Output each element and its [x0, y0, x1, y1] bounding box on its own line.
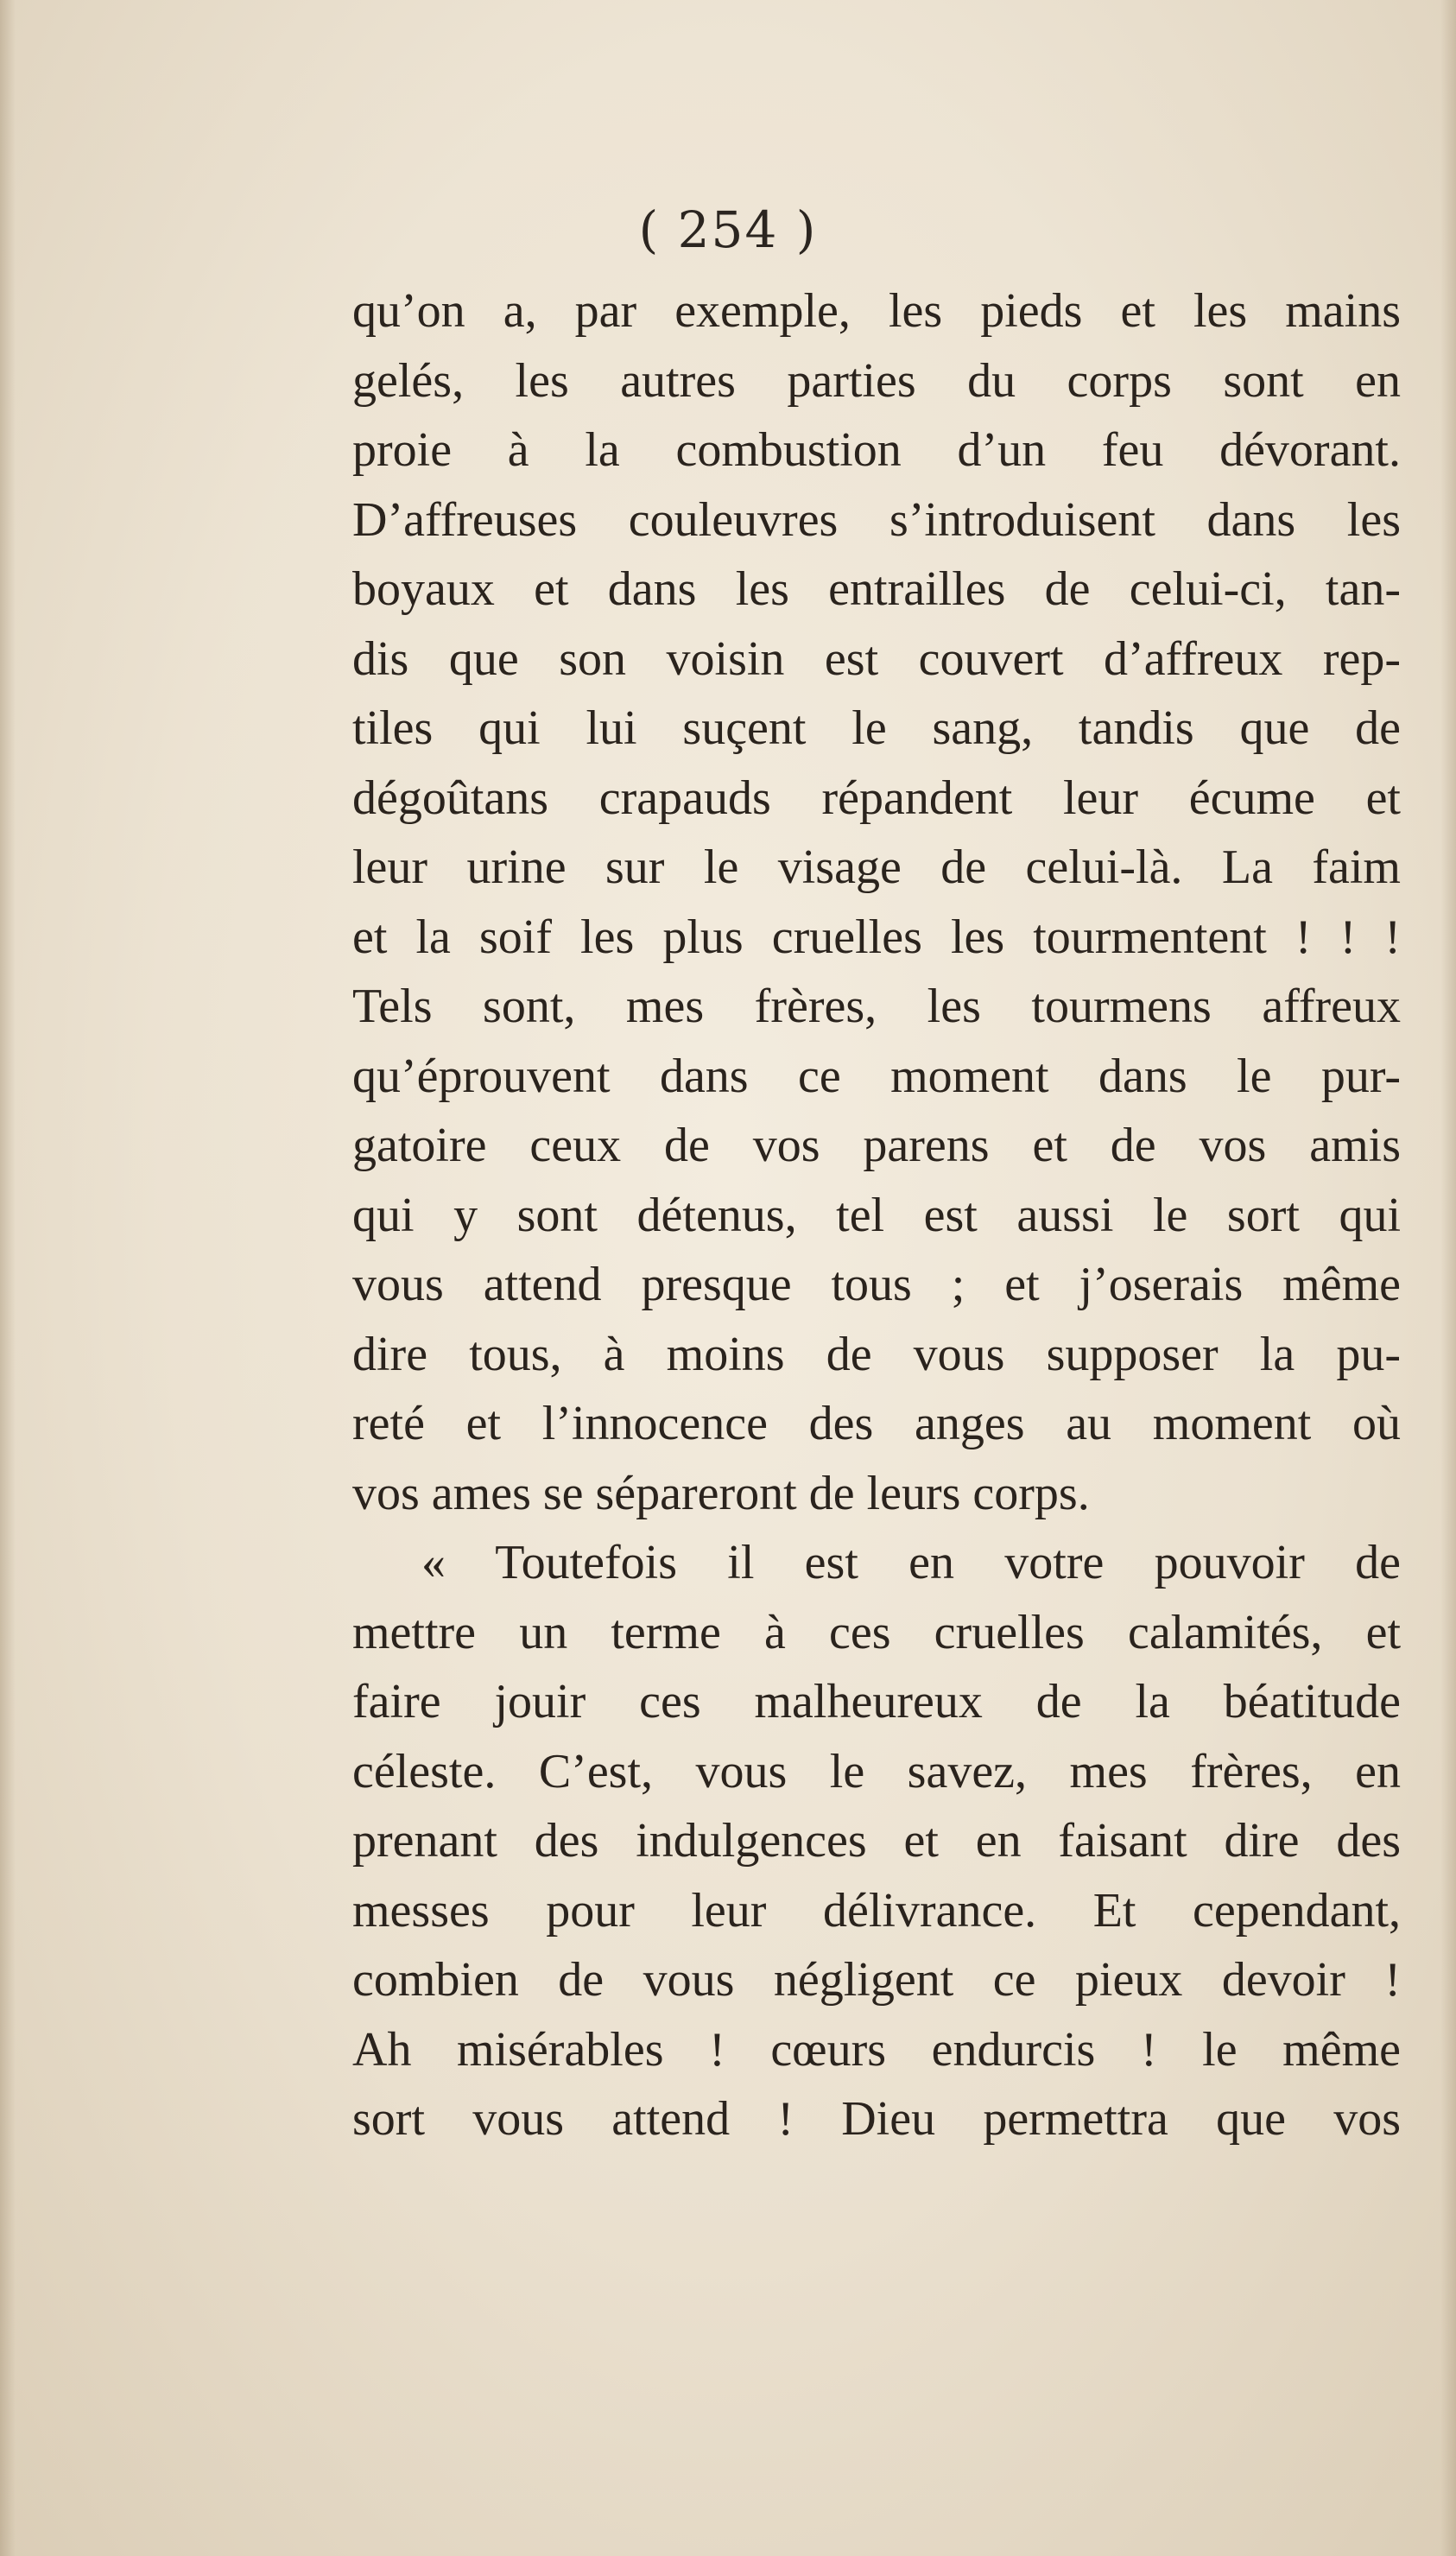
page-edge-right [1440, 0, 1456, 2556]
text-line: gatoire ceux de vos parens et de vos amis [352, 1119, 1401, 1172]
text-line: messes pour leur délivrance. Et cependant, [352, 1883, 1401, 1938]
text-line: céleste. C’est, vous le savez, mes frères, en [352, 1744, 1401, 1798]
text-line: dégoûtans crapauds répandent leur écume et [352, 771, 1401, 825]
text-line: « Toutefois il est en votre pouvoir de [421, 1536, 1401, 1589]
text-line: gelés, les autres parties du corps sont en [352, 353, 1401, 408]
page-edge-left [0, 0, 16, 2556]
text-line: combien de vous négligent ce pieux devoir ! [352, 1953, 1401, 2007]
text-line: mettre un terme à ces cruelles calamités, et [352, 1605, 1401, 1659]
text-line: tiles qui lui suçent le sang, tandis que de [352, 701, 1401, 755]
text-line: reté et l’innocence des anges au moment où [352, 1397, 1401, 1450]
body-text [352, 276, 1401, 2154]
text-line: leur urine sur le visage de celui-là. La faim [352, 840, 1401, 894]
text-line: et la soif les plus cruelles les tourmentent ! ! ! [352, 910, 1401, 964]
text-line: vous attend presque tous ; et j’oserais même [352, 1258, 1401, 1311]
text-line: vos ames se sépareront de leurs corps. [352, 1466, 1090, 1520]
text-line: proie à la combustion d’un feu dévorant. [352, 423, 1401, 477]
text-line: sort vous attend ! Dieu permettra que vos [352, 2092, 1401, 2146]
text-line: dis que son voisin est couvert d’affreux rep- [352, 631, 1401, 686]
text-line: Tels sont, mes frères, les tourmens affreux [352, 980, 1401, 1033]
text-line: prenant des indulgences et en faisant dire des [352, 1814, 1401, 1868]
text-line: faire jouir ces malheureux de la béatitude [352, 1675, 1401, 1728]
text-line: qu’on a, par exemple, les pieds et les mains [352, 284, 1401, 338]
text-line: qu’éprouvent dans ce moment dans le pur- [352, 1049, 1401, 1103]
text-line: Ah misérables ! cœurs endurcis ! le même [352, 2022, 1401, 2077]
text-line: dire tous, à moins de vous supposer la pu- [352, 1327, 1401, 1381]
text-line: qui y sont détenus, tel est aussi le sort qui [352, 1188, 1401, 1242]
text-line: D’affreuses couleuvres s’introduisent dans les [352, 492, 1401, 547]
page-number: ( 254 ) [638, 200, 818, 259]
text-line: boyaux et dans les entrailles de celui-ci, tan- [352, 562, 1401, 616]
